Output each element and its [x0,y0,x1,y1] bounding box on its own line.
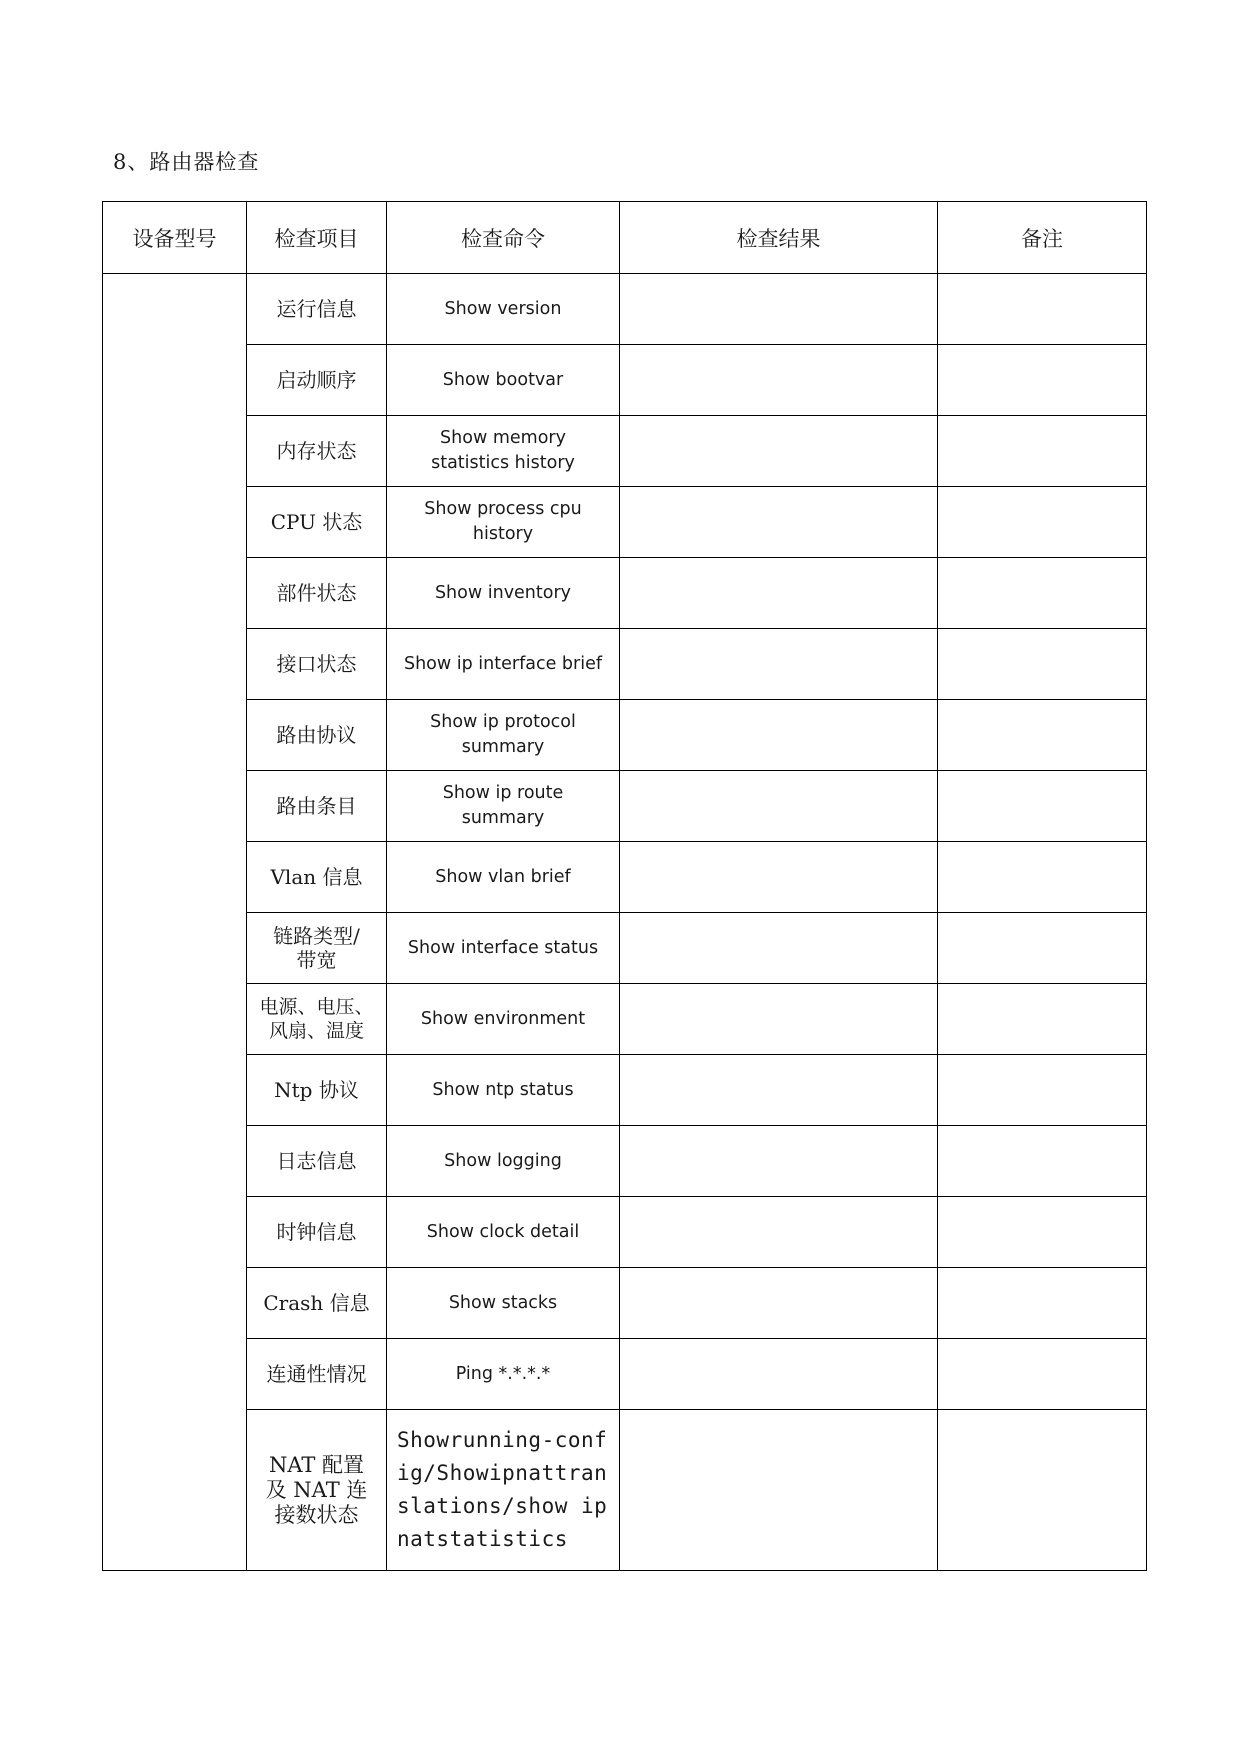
note-cell[interactable] [938,1339,1147,1410]
check-result-cell[interactable] [620,558,938,629]
table-row [103,1410,1147,1571]
check-command-cell: Show ip interface brief [387,629,620,700]
check-result-cell[interactable] [620,1268,938,1339]
note-cell[interactable] [938,1126,1147,1197]
table-header-row [103,202,1147,274]
check-item-cell: 路由条目 [247,771,387,842]
check-item-cell: CPU 状态 [247,487,387,558]
check-command-cell: Ping *.*.*.* [387,1339,620,1410]
check-item-cell: Vlan 信息 [247,842,387,913]
note-cell[interactable] [938,1055,1147,1126]
check-result-cell[interactable] [620,416,938,487]
check-item-cell: 启动顺序 [247,345,387,416]
note-cell[interactable] [938,1197,1147,1268]
table-row [103,558,1147,629]
table-row [103,771,1147,842]
note-cell[interactable] [938,700,1147,771]
table-row [103,1055,1147,1126]
check-command-cell: Show version [387,274,620,345]
check-item-cell: 路由协议 [247,700,387,771]
check-result-cell[interactable] [620,1197,938,1268]
check-command-cell: Show logging [387,1126,620,1197]
table-row [103,1197,1147,1268]
check-item-cell: Ntp 协议 [247,1055,387,1126]
check-item-cell: NAT 配置及 NAT 连接数状态 [247,1410,387,1571]
section-title: 8、路由器检查 [113,150,260,174]
check-command-cell: Show ip protocol summary [387,700,620,771]
note-cell[interactable] [938,1410,1147,1571]
check-item-cell: 日志信息 [247,1126,387,1197]
note-cell[interactable] [938,416,1147,487]
note-cell[interactable] [938,842,1147,913]
note-cell[interactable] [938,771,1147,842]
note-cell[interactable] [938,558,1147,629]
check-result-cell[interactable] [620,771,938,842]
check-result-cell[interactable] [620,700,938,771]
table-row [103,487,1147,558]
check-command-cell: Show ntp status [387,1055,620,1126]
check-result-cell[interactable] [620,842,938,913]
check-result-cell[interactable] [620,487,938,558]
header-check-command: 检查命令 [387,202,620,274]
check-result-cell[interactable] [620,984,938,1055]
device-model-cell[interactable] [103,274,247,1571]
note-cell[interactable] [938,984,1147,1055]
table-row [103,1126,1147,1197]
table-row [103,842,1147,913]
check-item-cell: 内存状态 [247,416,387,487]
check-command-cell: Show clock detail [387,1197,620,1268]
table-row [103,345,1147,416]
table-row [103,629,1147,700]
table-row [103,274,1147,345]
check-item-cell: 时钟信息 [247,1197,387,1268]
header-check-result: 检查结果 [620,202,938,274]
check-result-cell[interactable] [620,1126,938,1197]
check-command-cell: Show stacks [387,1268,620,1339]
note-cell[interactable] [938,274,1147,345]
header-check-item: 检查项目 [247,202,387,274]
table-row [103,700,1147,771]
check-command-cell: Show memory statistics history [387,416,620,487]
header-note: 备注 [938,202,1147,274]
check-result-cell[interactable] [620,1410,938,1571]
note-cell[interactable] [938,1268,1147,1339]
check-result-cell[interactable] [620,274,938,345]
table-row [103,1339,1147,1410]
check-result-cell[interactable] [620,629,938,700]
note-cell[interactable] [938,913,1147,984]
check-command-cell: Showrunning-config/Showipnattranslations/show ip natstatistics [387,1410,620,1571]
check-command-cell: Show inventory [387,558,620,629]
check-item-cell: Crash 信息 [247,1268,387,1339]
table-row [103,984,1147,1055]
check-item-cell: 部件状态 [247,558,387,629]
check-result-cell[interactable] [620,345,938,416]
table-row [103,913,1147,984]
check-result-cell[interactable] [620,1055,938,1126]
check-item-cell: 连通性情况 [247,1339,387,1410]
check-item-cell: 运行信息 [247,274,387,345]
check-command-cell: Show environment [387,984,620,1055]
check-item-cell: 链路类型/带宽 [247,913,387,984]
check-result-cell[interactable] [620,913,938,984]
table-row [103,1268,1147,1339]
check-item-cell: 电源、电压、风扇、温度 [247,984,387,1055]
check-command-cell: Show vlan brief [387,842,620,913]
check-command-cell: Show process cpu history [387,487,620,558]
check-command-cell: Show ip route summary [387,771,620,842]
table-row [103,416,1147,487]
note-cell[interactable] [938,629,1147,700]
header-device-model: 设备型号 [103,202,247,274]
note-cell[interactable] [938,345,1147,416]
check-command-cell: Show bootvar [387,345,620,416]
note-cell[interactable] [938,487,1147,558]
check-command-cell: Show interface status [387,913,620,984]
check-result-cell[interactable] [620,1339,938,1410]
router-check-table [102,201,1147,1571]
check-item-cell: 接口状态 [247,629,387,700]
